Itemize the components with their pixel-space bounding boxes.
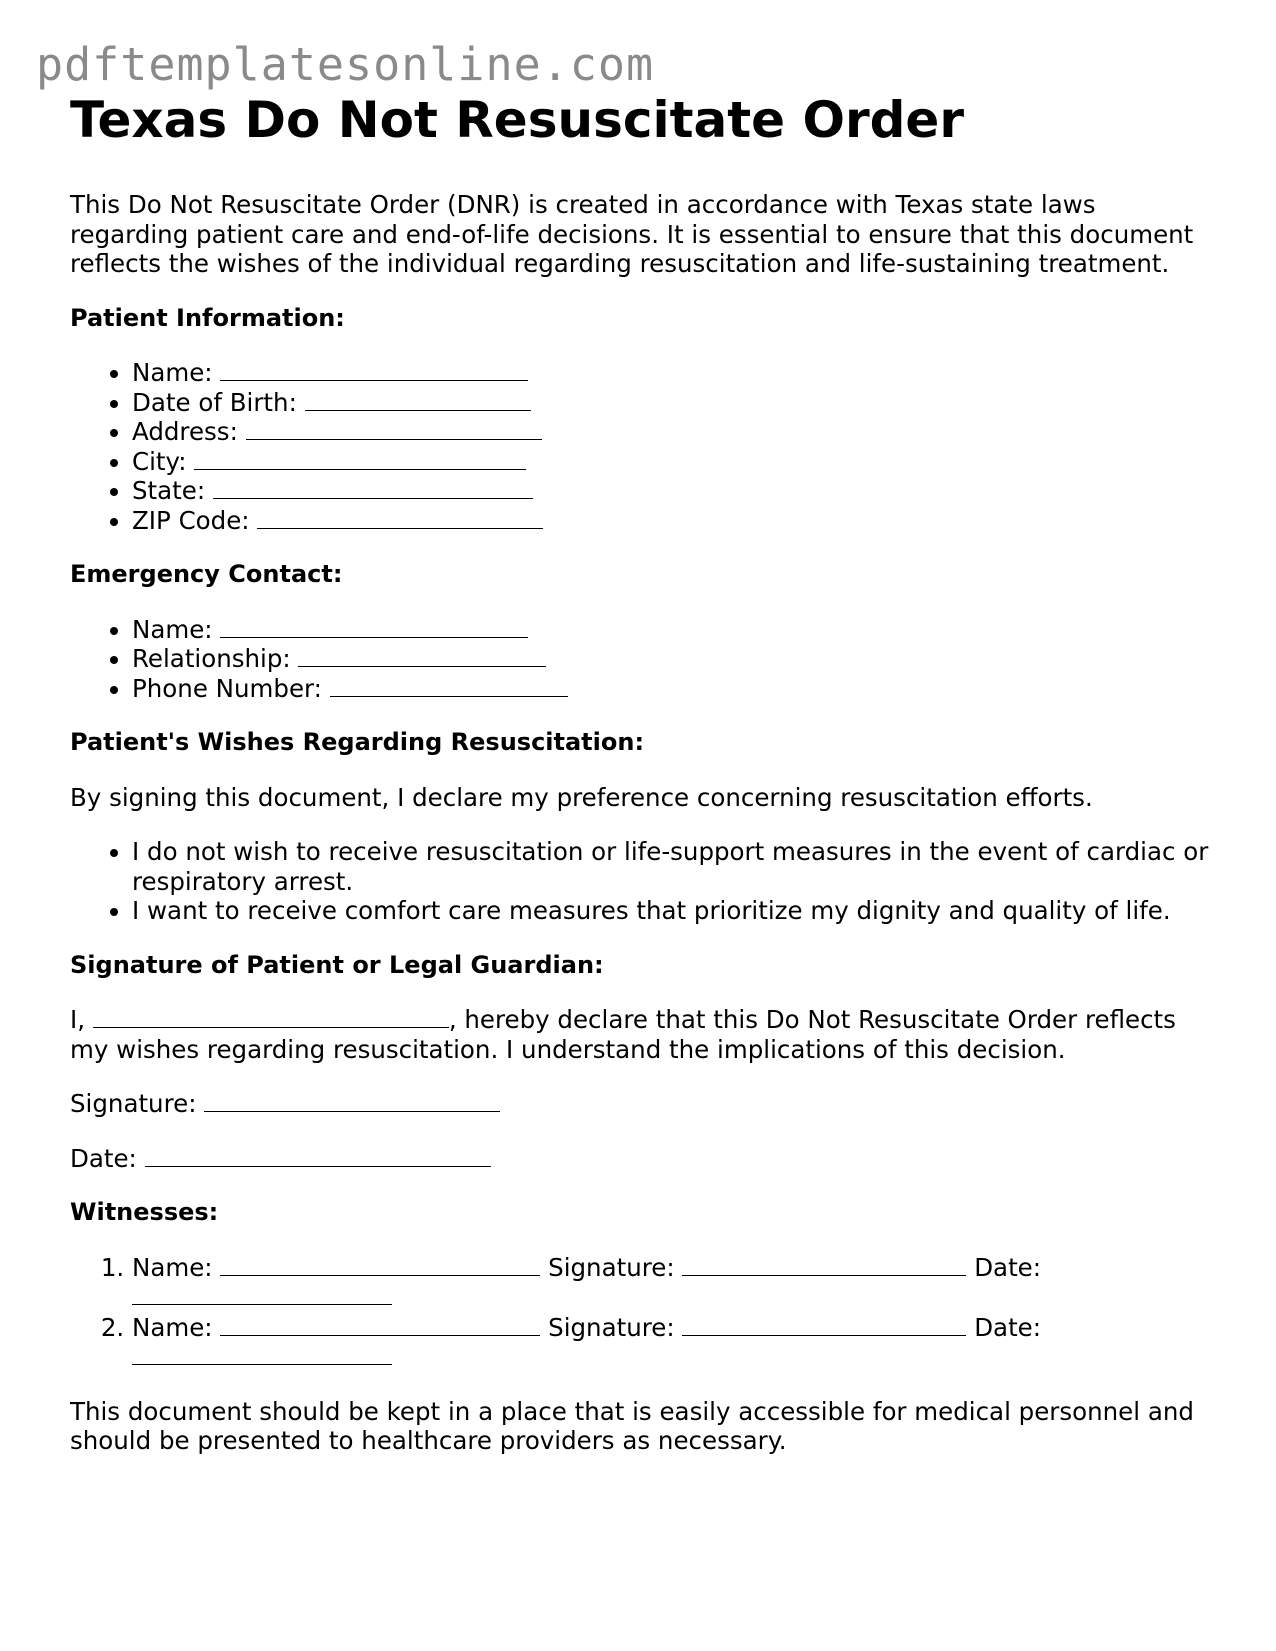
wishes-statement: By signing this document, I declare my preference concerning resuscitation efforts. — [70, 782, 1093, 812]
wishes-heading: Patient's Wishes Regarding Resuscitation: — [70, 728, 645, 756]
date-blank[interactable] — [145, 1146, 491, 1167]
patient-zip-field: • ZIP Code: — [132, 506, 1210, 536]
wish-item: • I want to receive comfort care measures that prioritize my dignity and quality of life. — [132, 896, 1210, 926]
patient-city-blank[interactable] — [194, 449, 526, 470]
patient-zip-blank[interactable] — [257, 508, 543, 529]
witnesses-heading: Witnesses: — [70, 1198, 219, 1226]
patient-info-heading: Patient Information: — [70, 303, 345, 332]
patient-info-list — [70, 358, 1210, 535]
declaration-paragraph: I, , hereby declare that this Do Not Resuscitate Order reflects my wishes regarding resuscitation. I understand the implications of this decision. — [70, 1005, 1176, 1064]
signature-heading: Signature of Patient or Legal Guardian: — [70, 950, 604, 979]
contact-phone-blank[interactable] — [330, 676, 568, 697]
witness-row: 2. Name: Signature: Date: — [132, 1313, 1210, 1372]
declarant-name-blank[interactable] — [93, 1007, 449, 1028]
patient-dob-field: • Date of Birth: — [132, 388, 1210, 418]
witness-row: 1. Name: Signature: Date: — [132, 1253, 1210, 1312]
witness-name-blank[interactable] — [220, 1315, 540, 1336]
contact-name-blank[interactable] — [220, 617, 528, 638]
signature-blank[interactable] — [204, 1091, 500, 1112]
patient-dob-blank[interactable] — [305, 390, 531, 411]
watermark: pdftemplatesonline.com — [36, 38, 655, 91]
patient-state-blank[interactable] — [213, 478, 533, 499]
witness-signature-blank[interactable] — [682, 1255, 966, 1276]
signature-line: Signature: — [70, 1089, 1210, 1119]
emergency-contact-list — [70, 615, 1210, 704]
patient-city-field: • City: — [132, 447, 1210, 477]
intro-paragraph: This Do Not Resuscitate Order (DNR) is created in accordance with Texas state laws regarding patient care and end-of-life decisions. It is essential to ensure that this document reflects the wishes of the individual regarding resuscitation and life-sustaining treatment. — [70, 190, 1194, 278]
patient-name-field: • Name: — [132, 358, 1210, 388]
contact-relationship-field: • Relationship: — [132, 644, 1210, 674]
witness-signature-blank[interactable] — [682, 1315, 966, 1336]
patient-state-field: • State: — [132, 476, 1210, 506]
contact-name-field: • Name: — [132, 615, 1210, 645]
witness-name-blank[interactable] — [220, 1255, 540, 1276]
contact-phone-field: • Phone Number: — [132, 674, 1210, 704]
contact-relationship-blank[interactable] — [298, 646, 546, 667]
page-title: Texas Do Not Resuscitate Order — [70, 91, 964, 149]
witness-date-blank[interactable] — [132, 1344, 392, 1365]
patient-address-blank[interactable] — [246, 419, 542, 440]
date-line: Date: — [70, 1144, 1210, 1174]
witnesses-list — [70, 1253, 1210, 1372]
patient-name-blank[interactable] — [220, 360, 528, 381]
document-body — [70, 88, 1210, 1481]
emergency-contact-heading: Emergency Contact: — [70, 560, 343, 588]
witness-date-blank[interactable] — [132, 1284, 392, 1305]
patient-address-field: • Address: — [132, 417, 1210, 447]
footer-note: This document should be kept in a place that is easily accessible for medical personnel and should be presented to healthcare providers as necessary. — [70, 1396, 1194, 1455]
wishes-list — [70, 837, 1210, 926]
wish-item: • I do not wish to receive resuscitation or life-support measures in the event of cardiac or respiratory arrest. — [132, 837, 1210, 896]
